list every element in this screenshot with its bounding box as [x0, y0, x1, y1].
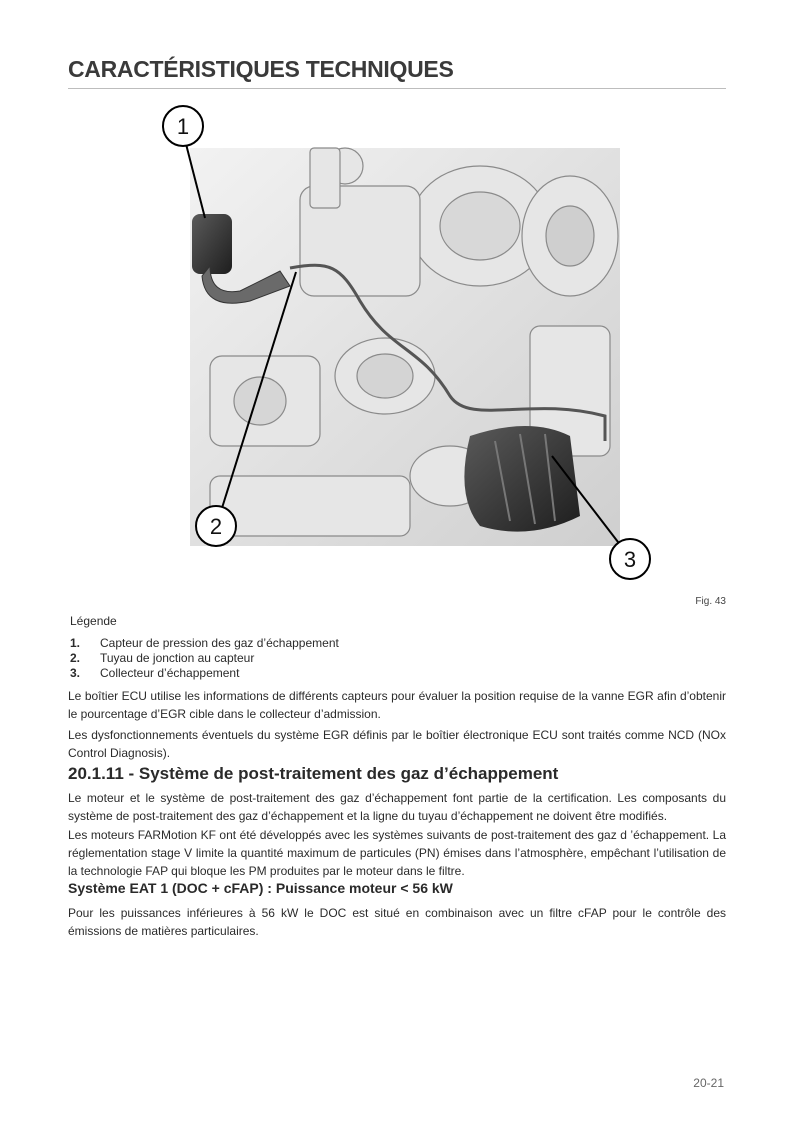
section-heading: 20.1.11 - Système de post-traitement des gaz d’échappement	[68, 764, 559, 783]
legend-item-number: 1.	[70, 636, 81, 650]
figure-caption: Fig. 43	[695, 596, 726, 607]
exhaust-manifold-part	[464, 426, 580, 532]
paragraph-certification: Le moteur et le système de post-traitement des gaz d’échappement font partie de la certification. Les composants du système de post-traitement des gaz d’échappement et la ligne du tuyau d’échappement ne doivent être modifiés.	[68, 791, 726, 823]
legend-item-text: Collecteur d’échappement	[100, 666, 240, 680]
legend-item-text: Tuyau de jonction au capteur	[100, 651, 255, 665]
engine-illustration	[150, 96, 660, 586]
legend-item-number: 2.	[70, 651, 81, 665]
paragraph-doc: Pour les puissances inférieures à 56 kW le DOC est situé en combinaison avec un filtre cFAP pour le contrôle des émissions de matières particulaires.	[68, 906, 726, 938]
page-title: CARACTÉRISTIQUES TECHNIQUES	[68, 56, 454, 82]
callout-2	[196, 506, 236, 546]
page-number: 20-21	[693, 1076, 724, 1090]
title-divider	[68, 88, 726, 89]
paragraph-farmotion: Les moteurs FARMotion KF ont été développés avec les systèmes suivants de post-traitement des gaz d ’échappement. La réglementation stage V limite la quantité maximum de particules (PN) émises dans l’atmosphère, empêchant l’utilisation de la technologie FAP qui bloque les PM produites par le moteur dans le filtre.	[68, 828, 726, 878]
legend-item	[70, 666, 339, 681]
legend-item	[70, 636, 339, 651]
subsection-heading: Système EAT 1 (DOC + cFAP) : Puissance moteur < 56 kW	[68, 880, 453, 896]
legend-item-number: 3.	[70, 666, 81, 680]
callout-3	[610, 539, 650, 579]
callout-2-label: 2	[209, 514, 223, 539]
legend-title: Légende	[70, 614, 117, 628]
legend-item	[70, 651, 339, 666]
paragraph-ncd: Les dysfonctionnements éventuels du système EGR définis par le boîtier électronique ECU sont traités comme NCD (NOx Control Diagnosis).	[68, 728, 726, 760]
legend-item-text: Capteur de pression des gaz d’échappement	[100, 636, 339, 650]
callout-1	[163, 106, 203, 146]
paragraph-ecu: Le boîtier ECU utilise les informations de différents capteurs pour évaluer la position requise de la vanne EGR afin d’obtenir le pourcentage d’EGR cible dans le collecteur d’admission.	[68, 689, 726, 721]
callout-3-label: 3	[623, 547, 637, 572]
callout-1-label: 1	[176, 114, 190, 139]
legend-list	[70, 636, 339, 681]
